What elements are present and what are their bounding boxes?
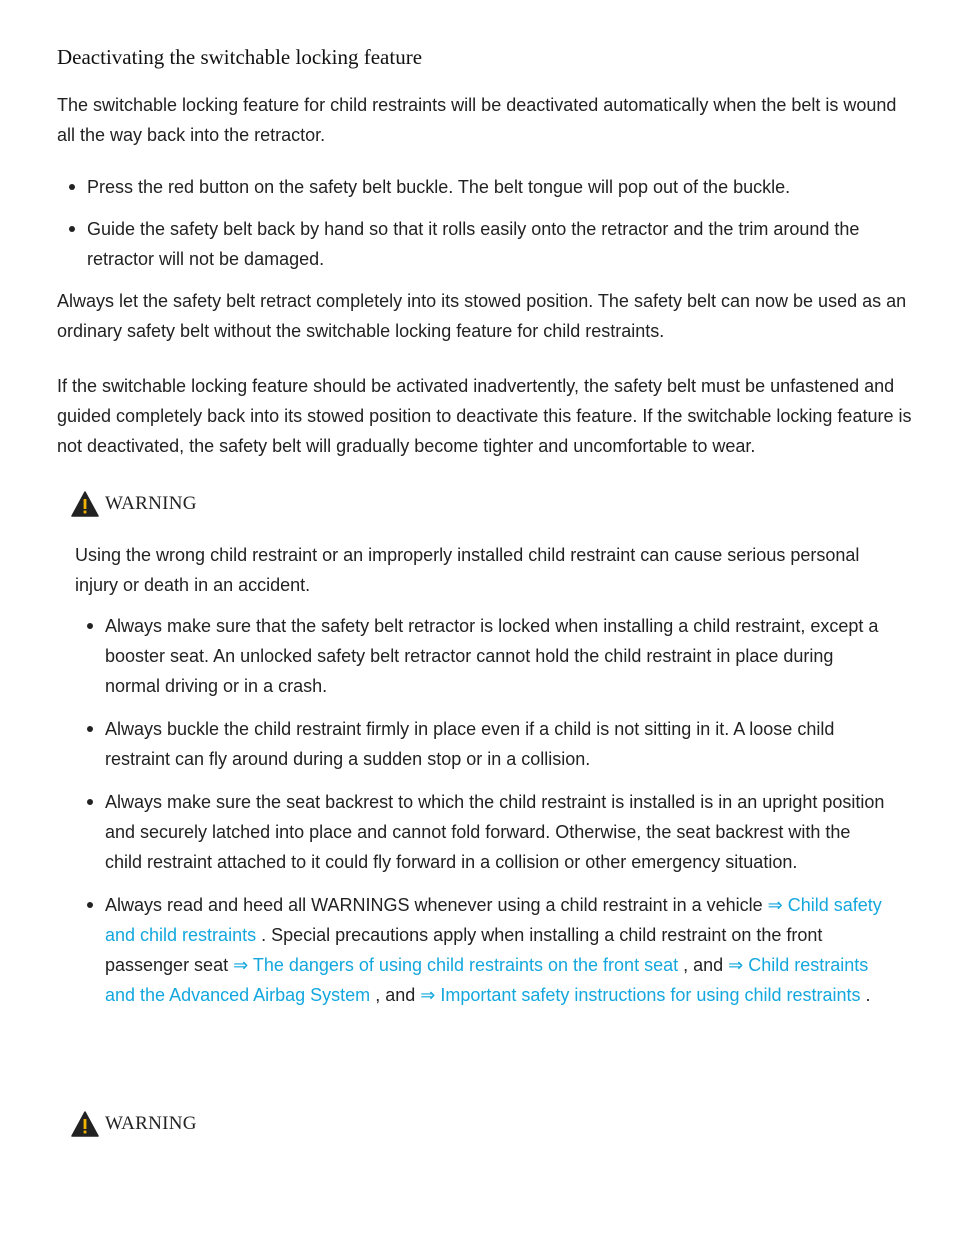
list-item: Press the red button on the safety belt buckle. The belt tongue will pop out of the buckle.	[57, 172, 917, 202]
item-text: .	[860, 985, 871, 1005]
list-item: Always buckle the child restraint firmly in place even if a child is not sitting in it. A loose child restraint can fly around during a sudden stop or in a collision.	[75, 714, 890, 774]
steps-list	[57, 172, 917, 274]
list-item: Always make sure that the safety belt retractor is locked when installing a child restraint, except a booster seat. An unlocked safety belt retractor cannot hold the child restraint in place during normal driving or in a crash.	[75, 611, 890, 701]
item-text: Always read and heed all WARNINGS whenever using a child restraint in a vehicle	[105, 895, 768, 915]
item-text: , and	[370, 985, 421, 1005]
link-child-safety[interactable]: ⇒ Child safety and child restraints	[105, 895, 882, 945]
warning-intro: Using the wrong child restraint or an improperly installed child restraint can cause serious personal injury or death in an accident.	[75, 545, 860, 595]
item-text: , and	[678, 955, 729, 975]
link-advanced-airbag[interactable]: ⇒ Child restraints and the Advanced Airbag System	[105, 955, 869, 1005]
section-title: Deactivating the switchable locking feature	[57, 45, 423, 69]
warning-triangle-icon	[71, 491, 99, 517]
warning-header	[71, 490, 197, 518]
stow-paragraph: Always let the safety belt retract completely into its stowed position. The safety belt can now be used as an ordinary safety belt without the switchable locking feature for child restraints.	[57, 291, 907, 341]
list-item: Guide the safety belt back by hand so that it rolls easily onto the retractor and the trim around the retractor will not be damaged.	[57, 214, 917, 274]
warning-header	[71, 1110, 197, 1138]
intro-paragraph: The switchable locking feature for child restraints will be deactivated automatically when the belt is wound all the way back into the retractor.	[57, 95, 897, 145]
list-item-with-links	[75, 890, 890, 1010]
warning-label: WARNING	[105, 1113, 197, 1134]
warning-triangle-icon	[71, 1111, 99, 1137]
inadvertent-paragraph: If the switchable locking feature should be activated inadvertently, the safety belt must be unfastened and guided completely back into its stowed position to deactivate this feature. If the switchable locking feature is not deactivated, the safety belt will gradually become tighter and uncomfortable to wear.	[57, 376, 912, 456]
link-front-seat-dangers[interactable]: ⇒ The dangers of using child restraints on the front seat	[233, 955, 679, 975]
warning-list	[75, 611, 890, 1010]
item-text: . Special precautions apply when installing a child restraint on the front passenger seat	[105, 925, 823, 975]
link-important-safety[interactable]: ⇒ Important safety instructions for using child restraints	[420, 985, 861, 1005]
warning-label: WARNING	[105, 493, 197, 514]
list-item: Always make sure the seat backrest to which the child restraint is installed is in an upright position and securely latched into place and cannot fold forward. Otherwise, the seat backrest with the child restraint attached to it could fly forward in a collision or other emergency situation.	[75, 787, 890, 877]
